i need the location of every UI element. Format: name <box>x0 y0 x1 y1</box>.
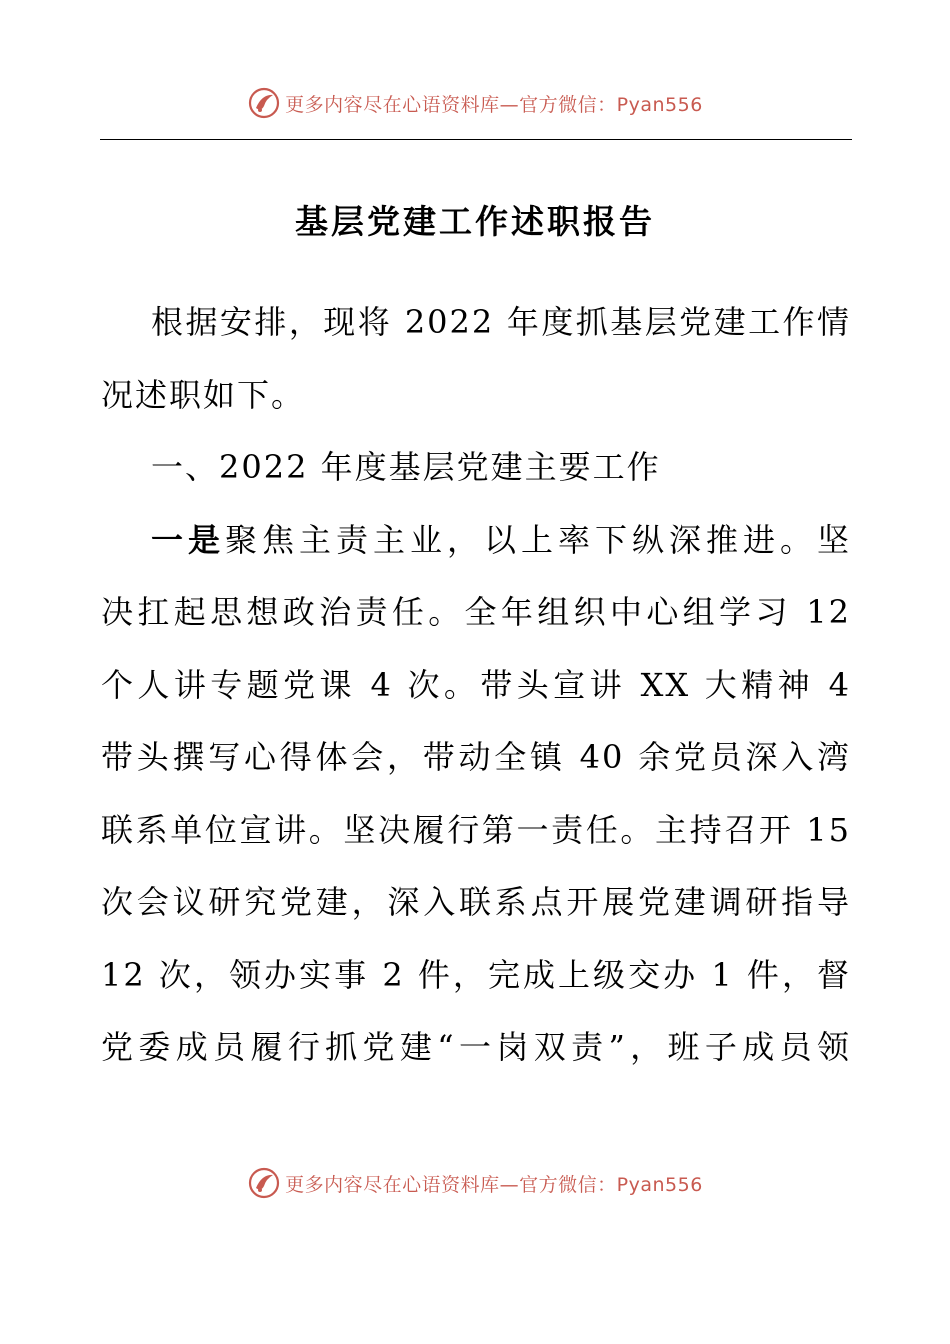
intro-line-2: 况述职如下。 <box>101 375 306 414</box>
page-title: 基层党建工作述职报告 <box>295 202 655 241</box>
paragraph-line-3: 个人讲专题党课 4 次。带头宣讲 XX 大精神 4 <box>101 665 851 704</box>
paragraph-line-5: 联系单位宣讲。坚决履行第一责任。主持召开 15 <box>101 810 851 849</box>
paragraph-line-1 <box>101 504 851 577</box>
footer-banner <box>0 1164 950 1202</box>
footer-wechat-id: Pyan556 <box>616 1173 703 1196</box>
header-divider <box>100 139 852 140</box>
paragraph-line-8: 党委成员履行抓党建“一岗双责”，班子成员领 <box>101 1028 851 1066</box>
paragraph-line-4: 带头撰写心得体会，带动全镇 40 余党员深入湾 <box>101 738 851 776</box>
paragraph-line-2: 决扛起思想政治责任。全年组织中心组学习 12 <box>101 593 851 631</box>
footer-banner-text: 更多内容尽在心语资料库—官方微信： <box>285 1173 617 1196</box>
paragraph-line-6: 次会议研究党建，深入联系点开展党建调研指导 <box>101 883 851 921</box>
lead-bold: 一是 <box>151 520 225 559</box>
document-body <box>101 286 851 1084</box>
header-banner <box>0 84 950 122</box>
intro-line-1: 根据安排，现将 2022 年度抓基层党建工作情 <box>151 303 851 341</box>
section-heading: 一、2022 年度基层党建主要工作 <box>151 448 661 486</box>
logo-icon <box>247 1166 281 1200</box>
paragraph-line-1-text: 聚焦主责主业，以上率下纵深推进。坚 <box>225 520 851 559</box>
banner-text: 更多内容尽在心语资料库—官方微信： <box>285 93 617 116</box>
banner-wechat-id: Pyan556 <box>616 93 703 116</box>
paragraph-line-7: 12 次，领办实事 2 件，完成上级交办 1 件，督 <box>101 955 851 994</box>
logo-icon <box>247 86 281 120</box>
